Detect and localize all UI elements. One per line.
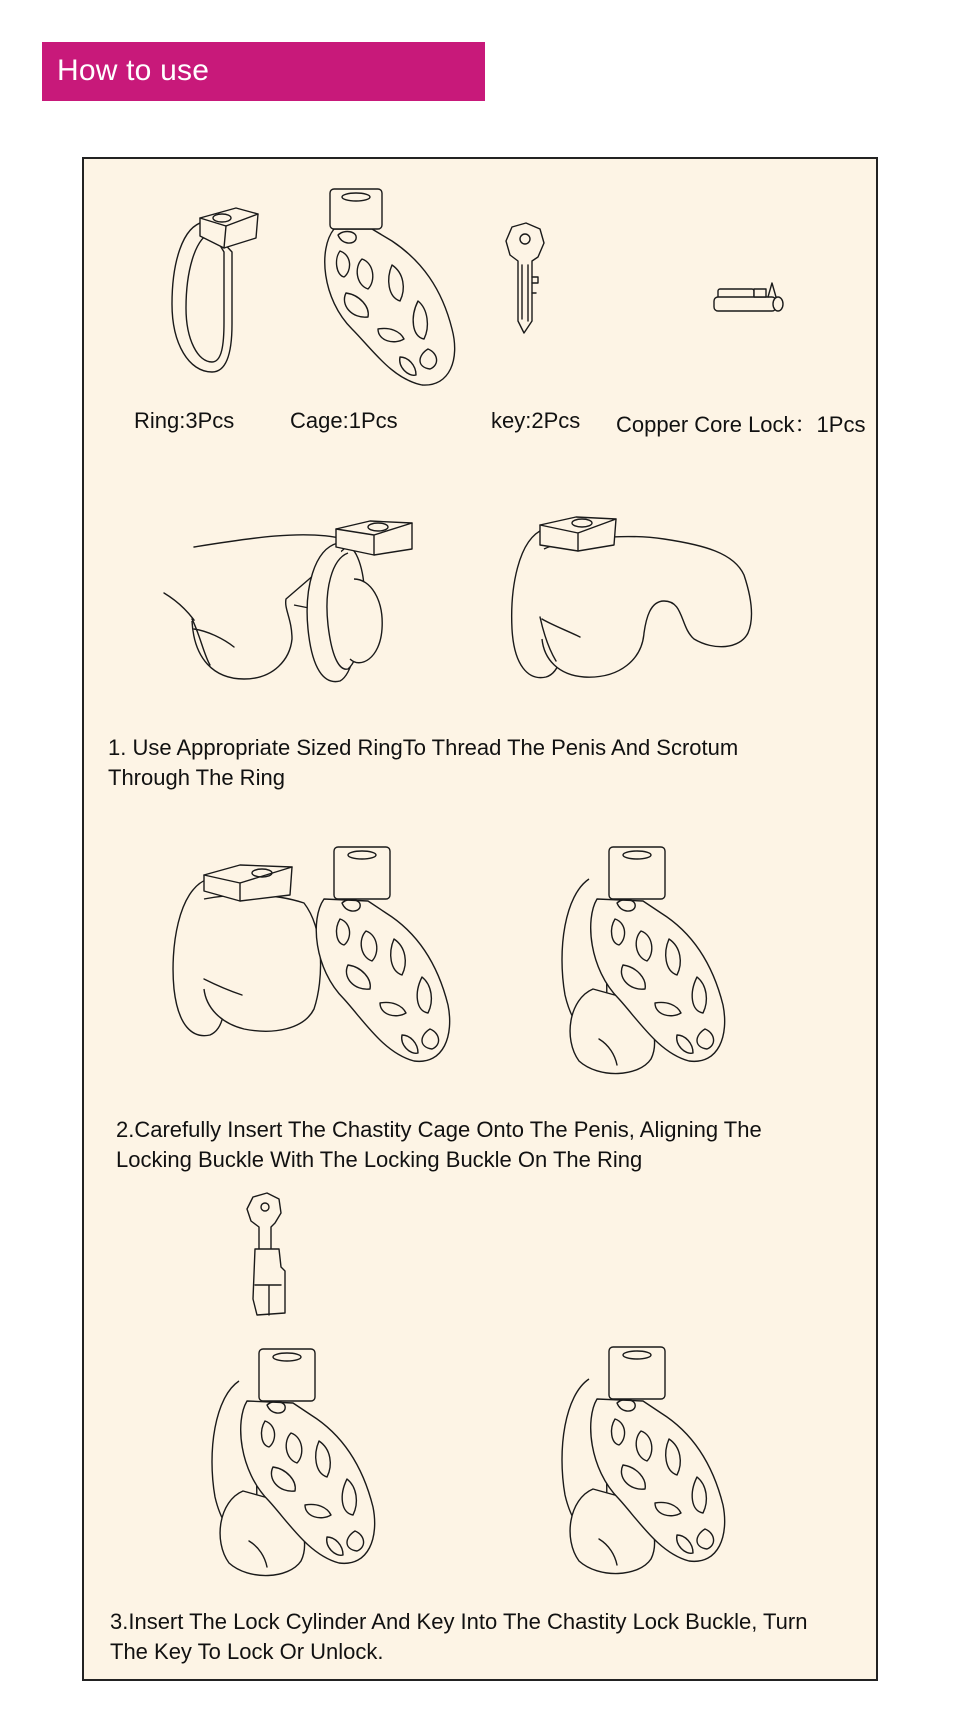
header-banner [42,42,485,101]
step2-illustration-result [539,839,769,1089]
step1-illustration-thread [164,509,464,699]
step3-illustration-locked [539,1339,769,1589]
step-1-text: 1. Use Appropriate Sized RingTo Thread The Penis And Scrotum Through The Ring [108,735,739,790]
instruction-panel [82,157,878,1681]
cage-icon [312,189,462,389]
ring-icon [164,204,264,384]
part-label-lock: Copper Core Lock：1Pcs [616,412,866,437]
part-label-cage: Cage:1Pcs [290,408,398,433]
step-2-text: 2.Carefully Insert The Chastity Cage Onto The Penis, Aligning The Locking Buckle With The Locking Buckle On The Ring [116,1117,762,1172]
key-icon [496,221,556,341]
step2-illustration-insert [154,839,474,1079]
step1-illustration-result [504,509,784,699]
lock-cylinder-icon [714,279,794,319]
page-title: How to use [57,54,210,87]
step-3-text: 3.Insert The Lock Cylinder And Key Into The Chastity Lock Buckle, Turn The Key To Lock Or Unlock. [110,1609,808,1664]
step3-illustration-lock [189,1189,389,1589]
part-label-ring: Ring:3Pcs [134,408,235,433]
part-label-key: key:2Pcs [491,408,581,433]
